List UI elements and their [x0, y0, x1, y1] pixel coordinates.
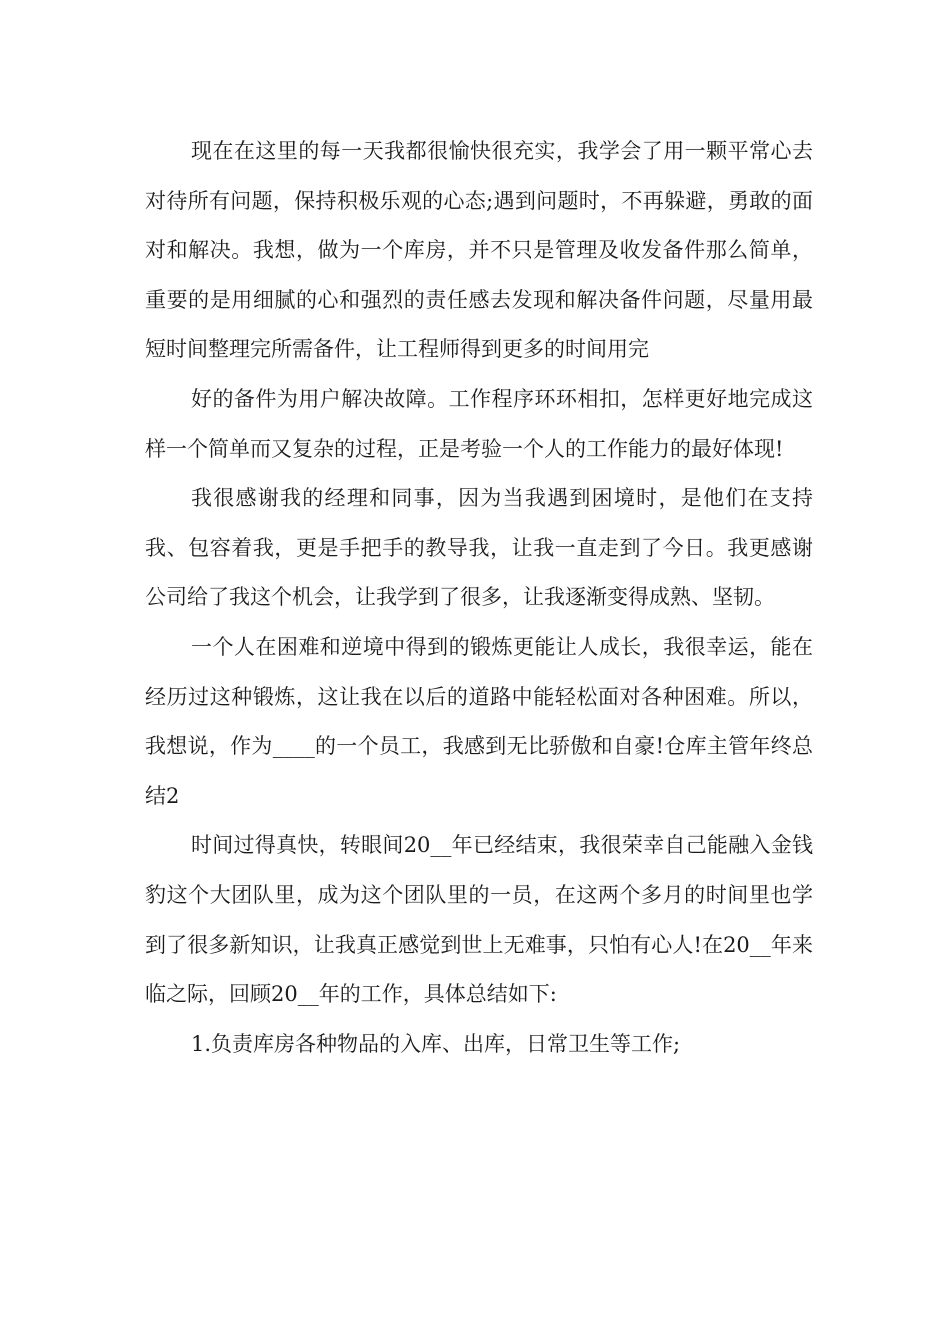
paragraph: 一个人在困难和逆境中得到的锻炼更能让人成长，我很幸运，能在经历过这种锻炼，这让我在以后的道路中能轻松面对各种困难。所以，我想说，作为____的一个员工，我感到无比骄傲和自豪!仓库主管年终总结2 [145, 634, 813, 808]
paragraph: 好的备件为用户解决故障。工作程序环环相扣，怎样更好地完成这样一个简单而又复杂的过程，正是考验一个人的工作能力的最好体现! [145, 386, 813, 461]
paragraph: 现在在这里的每一天我都很愉快很充实，我学会了用一颗平常心去对待所有问题，保持积极乐观的心态;遇到问题时，不再躲避，勇敢的面对和解决。我想，做为一个库房，并不只是管理及收发备件那么简单，重要的是用细腻的心和强烈的责任感去发现和解决备件问题，尽量用最短时间整理完所需备件，让工程师得到更多的时间用完 [145, 139, 813, 362]
list-item: 1.负责库房各种物品的入库、出库，日常卫生等工作; [191, 1031, 681, 1056]
document-body [145, 127, 813, 1069]
paragraph: 时间过得真快，转眼间20__年已经结束，我很荣幸自己能融入金钱豹这个大团队里，成为这个团队里的一员，在这两个多月的时间里也学到了很多新知识，让我真正感觉到世上无难事，只怕有心人!在20__年来临之际，回顾20__年的工作，具体总结如下: [145, 833, 813, 1007]
paragraph: 我很感谢我的经理和同事，因为当我遇到困境时，是他们在支持我、包容着我，更是手把手的教导我，让我一直走到了今日。我更感谢公司给了我这个机会，让我学到了很多，让我逐渐变得成熟、坚韧。 [145, 486, 813, 610]
